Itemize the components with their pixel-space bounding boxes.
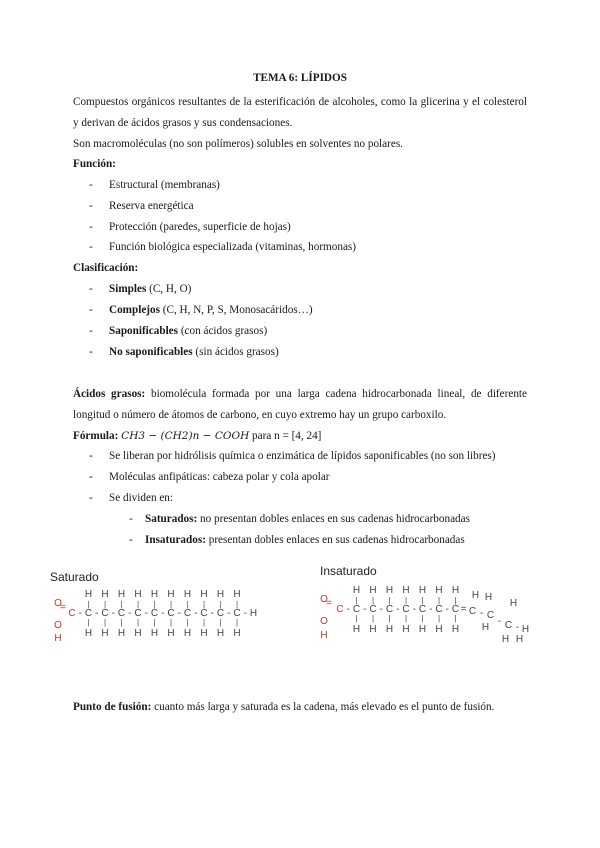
hydrogen-atom: H <box>167 628 175 639</box>
oxygen-atom: O <box>54 620 62 631</box>
hydrogen-atom: H <box>521 624 530 635</box>
single-bond: | <box>235 618 239 627</box>
saturado-label: Saturado <box>50 570 99 584</box>
carbon-atom: C <box>402 604 410 615</box>
hydrogen-atom: H <box>352 585 361 596</box>
single-bond: | <box>120 618 123 627</box>
single-bond: | <box>103 618 107 627</box>
hydrogen-atom: H <box>484 592 493 603</box>
single-bond: - <box>363 604 367 615</box>
hydrogen-atom: H <box>451 585 460 596</box>
carbon-atom: C <box>352 604 361 615</box>
hydrogen-atom: H <box>385 585 394 596</box>
clasificacion-term: Saponificables <box>109 325 179 337</box>
single-bond: | <box>454 614 457 623</box>
funcion-item-text: Reserva energética <box>109 200 194 212</box>
clasificacion-detail: (C, H, O) <box>146 283 192 295</box>
single-bond: - <box>497 616 502 627</box>
single-bond: | <box>421 614 424 623</box>
hydrogen-atom: H <box>150 589 159 600</box>
single-bond: | <box>454 596 457 605</box>
acidos-subitem-detail: no presentan dobles enlaces en sus cadenas hidrocarbonadas <box>197 513 470 525</box>
carbon-atom: C <box>84 608 93 619</box>
hydrogen-atom: H <box>84 628 93 639</box>
clasificacion-detail: (sin ácidos grasos) <box>192 346 279 358</box>
acidos-item-text: Se dividen en: <box>109 492 174 504</box>
single-bond: | <box>136 600 140 609</box>
single-bond: | <box>421 596 424 605</box>
clasificacion-term: No saponificables <box>109 346 193 358</box>
carbon-atom: C <box>504 620 513 631</box>
oxygen-atom: O <box>54 598 62 609</box>
single-bond: - <box>227 608 231 619</box>
hydrogen-atom: H <box>101 628 109 639</box>
clasificacion-item: - Saponificables (con ácidos grasos) <box>89 325 268 337</box>
single-bond: - <box>515 622 520 633</box>
single-bond: | <box>186 618 189 627</box>
single-bond: - <box>379 604 383 615</box>
single-bond: | <box>388 614 391 623</box>
saturado-structure <box>50 562 260 658</box>
carbon-atom: C <box>418 604 427 615</box>
single-bond: | <box>153 600 156 609</box>
double-bond: = <box>326 598 332 609</box>
funcion-item-text: Protección (paredes, superficie de hojas) <box>109 221 291 233</box>
hydrogen-atom: H <box>249 608 258 619</box>
hydrogen-atom: H <box>481 622 490 633</box>
hydrogen-atom: H <box>369 585 377 596</box>
hydrogen-atom: H <box>320 630 328 641</box>
oxygen-atom: O <box>320 616 328 627</box>
single-bond: - <box>412 604 416 615</box>
hydrogen-atom: H <box>54 633 62 644</box>
hydrogen-atom: H <box>418 624 427 635</box>
hydrogen-atom: H <box>501 634 510 645</box>
intro-line: Son macromoléculas (no son polímeros) solubles en solventes no polares. <box>73 138 403 150</box>
single-bond: - <box>346 604 350 615</box>
single-bond: - <box>479 608 484 619</box>
oxygen-atom: O <box>320 594 328 605</box>
clasificacion-detail: (con ácidos grasos) <box>178 325 268 337</box>
acidos-item: - Se liberan por hidrólisis química o enzimática de lípidos saponificables (no son libres) <box>89 450 496 462</box>
funcion-heading: Función: <box>73 158 116 170</box>
carbon-atom: C <box>369 604 377 615</box>
single-bond: - <box>144 608 148 619</box>
acidos-term: Ácidos grasos: <box>73 388 146 400</box>
single-bond: - <box>210 608 214 619</box>
clasificacion-heading: Clasificación: <box>73 262 139 274</box>
single-bond: | <box>404 596 408 605</box>
carbon-atom: C <box>150 608 159 619</box>
hydrogen-atom: H <box>352 624 361 635</box>
fusion-text: cuanto más larga y saturada es la cadena, más elevado es el punto de fusión. <box>151 701 495 713</box>
acidos-subitem: - Saturados: no presentan dobles enlaces en sus cadenas hidrocarbonadas <box>129 513 470 525</box>
hydrogen-atom: H <box>509 598 518 609</box>
single-bond: - <box>161 608 165 619</box>
single-bond: | <box>103 600 107 609</box>
hydrogen-atom: H <box>117 589 126 600</box>
carbon-atom: C <box>134 608 142 619</box>
formula-line <box>73 426 321 447</box>
carbon-atom: C <box>233 608 241 619</box>
page-title: TEMA 6: LÍPIDOS <box>253 72 347 84</box>
single-bond: | <box>169 618 173 627</box>
clasificacion-item: - Simples (C, H, O) <box>89 283 192 295</box>
funcion-item-text: Estructural (membranas) <box>109 179 220 191</box>
carbon-atom: C <box>200 608 208 619</box>
single-bond: - <box>243 608 247 619</box>
clasificacion-item: - No saponificables (sin ácidos grasos) <box>89 346 279 358</box>
carbon-atom: C <box>117 608 126 619</box>
double-bond: = <box>460 604 467 615</box>
single-bond: | <box>120 600 123 609</box>
hydrogen-atom: H <box>200 628 208 639</box>
acidos-subitem: - Insaturados: presentan dobles enlaces en sus cadenas hidrocarbonadas <box>129 534 465 546</box>
hydrogen-atom: H <box>418 585 427 596</box>
single-bond: | <box>87 600 90 609</box>
formula-label: Fórmula: <box>73 430 119 442</box>
acidos-item-text: Moléculas anfipáticas: cabeza polar y cola apolar <box>109 471 330 483</box>
carbon-atom: C <box>101 608 109 619</box>
hydrogen-atom: H <box>402 585 410 596</box>
carbon-atom: C <box>468 606 477 617</box>
single-bond: - <box>78 608 82 619</box>
formula-math: CH3 − (CH2)n − COOH <box>121 430 250 442</box>
carbon-atom: C <box>183 608 192 619</box>
acidos-item: - Se dividen en: <box>89 492 174 504</box>
hydrogen-atom: H <box>435 624 443 635</box>
single-bond: | <box>136 618 140 627</box>
single-bond: | <box>87 618 90 627</box>
carbon-atom: C <box>451 604 460 615</box>
single-bond: | <box>388 596 391 605</box>
single-bond: | <box>437 614 441 623</box>
insaturado-structure <box>318 558 528 654</box>
single-bond: - <box>177 608 181 619</box>
acidos-text: biomolécula formada por una larga cadena hidrocarbonada lineal, de diferente longitud o número de átomos de carbono, en cuyo extremo hay un grupo carboxilo. <box>73 388 527 421</box>
insaturado-diagram <box>318 558 528 654</box>
hydrogen-atom: H <box>200 589 208 600</box>
funcion-item: - Protección (paredes, superficie de hojas) <box>89 221 291 233</box>
carbon-atom: C <box>216 608 225 619</box>
carbon-atom: C <box>336 604 344 615</box>
intro-paragraph: Compuestos orgánicos resultantes de la esterificación de alcoholes, como la glicerina y el colesterol y derivan de ácidos grasos y sus condensaciones. <box>73 96 527 129</box>
single-bond: | <box>219 600 222 609</box>
insaturado-label: Insaturado <box>320 564 377 578</box>
hydrogen-atom: H <box>134 628 142 639</box>
clasificacion-item: - Complejos (C, H, N, P, S, Monosacáridos…) <box>89 304 313 316</box>
single-bond: | <box>404 614 408 623</box>
acidos-subitem-term: Insaturados: <box>145 534 206 546</box>
hydrogen-atom: H <box>216 589 225 600</box>
carbon-atom: C <box>385 604 394 615</box>
hydrogen-atom: H <box>84 589 93 600</box>
single-bond: | <box>186 600 189 609</box>
single-bond: | <box>437 596 441 605</box>
acidos-item-text: Se liberan por hidrólisis química o enzimática de lípidos saponificables (no son libres) <box>109 450 496 462</box>
fusion-term: Punto de fusión: <box>73 701 152 713</box>
single-bond: | <box>235 600 239 609</box>
hydrogen-atom: H <box>216 628 225 639</box>
carbon-atom: C <box>68 608 76 619</box>
clasificacion-term: Complejos <box>109 304 160 316</box>
carbon-atom: C <box>486 610 495 621</box>
funcion-item: - Función biológica especializada (vitaminas, hormonas) <box>89 241 356 253</box>
single-bond: | <box>153 618 156 627</box>
carbon-atom: C <box>167 608 175 619</box>
clasificacion-detail: (C, H, N, P, S, Monosacáridos…) <box>159 304 313 316</box>
hydrogen-atom: H <box>183 628 192 639</box>
funcion-item: - Estructural (membranas) <box>89 179 220 191</box>
fusion-paragraph <box>73 697 527 718</box>
acidos-item: - Moléculas anfipáticas: cabeza polar y cola apolar <box>89 471 330 483</box>
hydrogen-atom: H <box>451 624 460 635</box>
hydrogen-atom: H <box>402 624 410 635</box>
hydrogen-atom: H <box>150 628 159 639</box>
single-bond: | <box>371 596 375 605</box>
single-bond: | <box>169 600 173 609</box>
acidos-subitem-term: Saturados: <box>145 513 198 525</box>
hydrogen-atom: H <box>435 585 443 596</box>
hydrogen-atom: H <box>134 589 142 600</box>
single-bond: | <box>355 596 358 605</box>
single-bond: | <box>202 600 206 609</box>
hydrogen-atom: H <box>369 624 377 635</box>
hydrogen-atom: H <box>515 634 524 645</box>
hydrogen-atom: H <box>471 590 480 601</box>
hydrogen-atom: H <box>385 624 394 635</box>
double-bond: = <box>60 602 66 613</box>
single-bond: - <box>128 608 132 619</box>
formula-range: para n = [4, 24] <box>252 430 322 442</box>
single-bond: | <box>371 614 375 623</box>
hydrogen-atom: H <box>183 589 192 600</box>
single-bond: - <box>445 604 449 615</box>
saturado-diagram <box>50 562 260 658</box>
hydrogen-atom: H <box>167 589 175 600</box>
clasificacion-term: Simples <box>109 283 147 295</box>
single-bond: - <box>396 604 400 615</box>
hydrogen-atom: H <box>233 628 241 639</box>
single-bond: - <box>111 608 115 619</box>
acidos-paragraph <box>73 384 527 426</box>
acidos-subitem-detail: presentan dobles enlaces en sus cadenas hidrocarbonadas <box>205 534 465 546</box>
single-bond: | <box>355 614 358 623</box>
carbon-atom: C <box>435 604 443 615</box>
single-bond: - <box>194 608 198 619</box>
hydrogen-atom: H <box>117 628 126 639</box>
hydrogen-atom: H <box>101 589 109 600</box>
funcion-item-text: Función biológica especializada (vitaminas, hormonas) <box>109 241 356 253</box>
hydrogen-atom: H <box>233 589 241 600</box>
single-bond: - <box>429 604 433 615</box>
single-bond: - <box>95 608 99 619</box>
single-bond: | <box>219 618 222 627</box>
single-bond: | <box>202 618 206 627</box>
funcion-item: - Reserva energética <box>89 200 194 212</box>
